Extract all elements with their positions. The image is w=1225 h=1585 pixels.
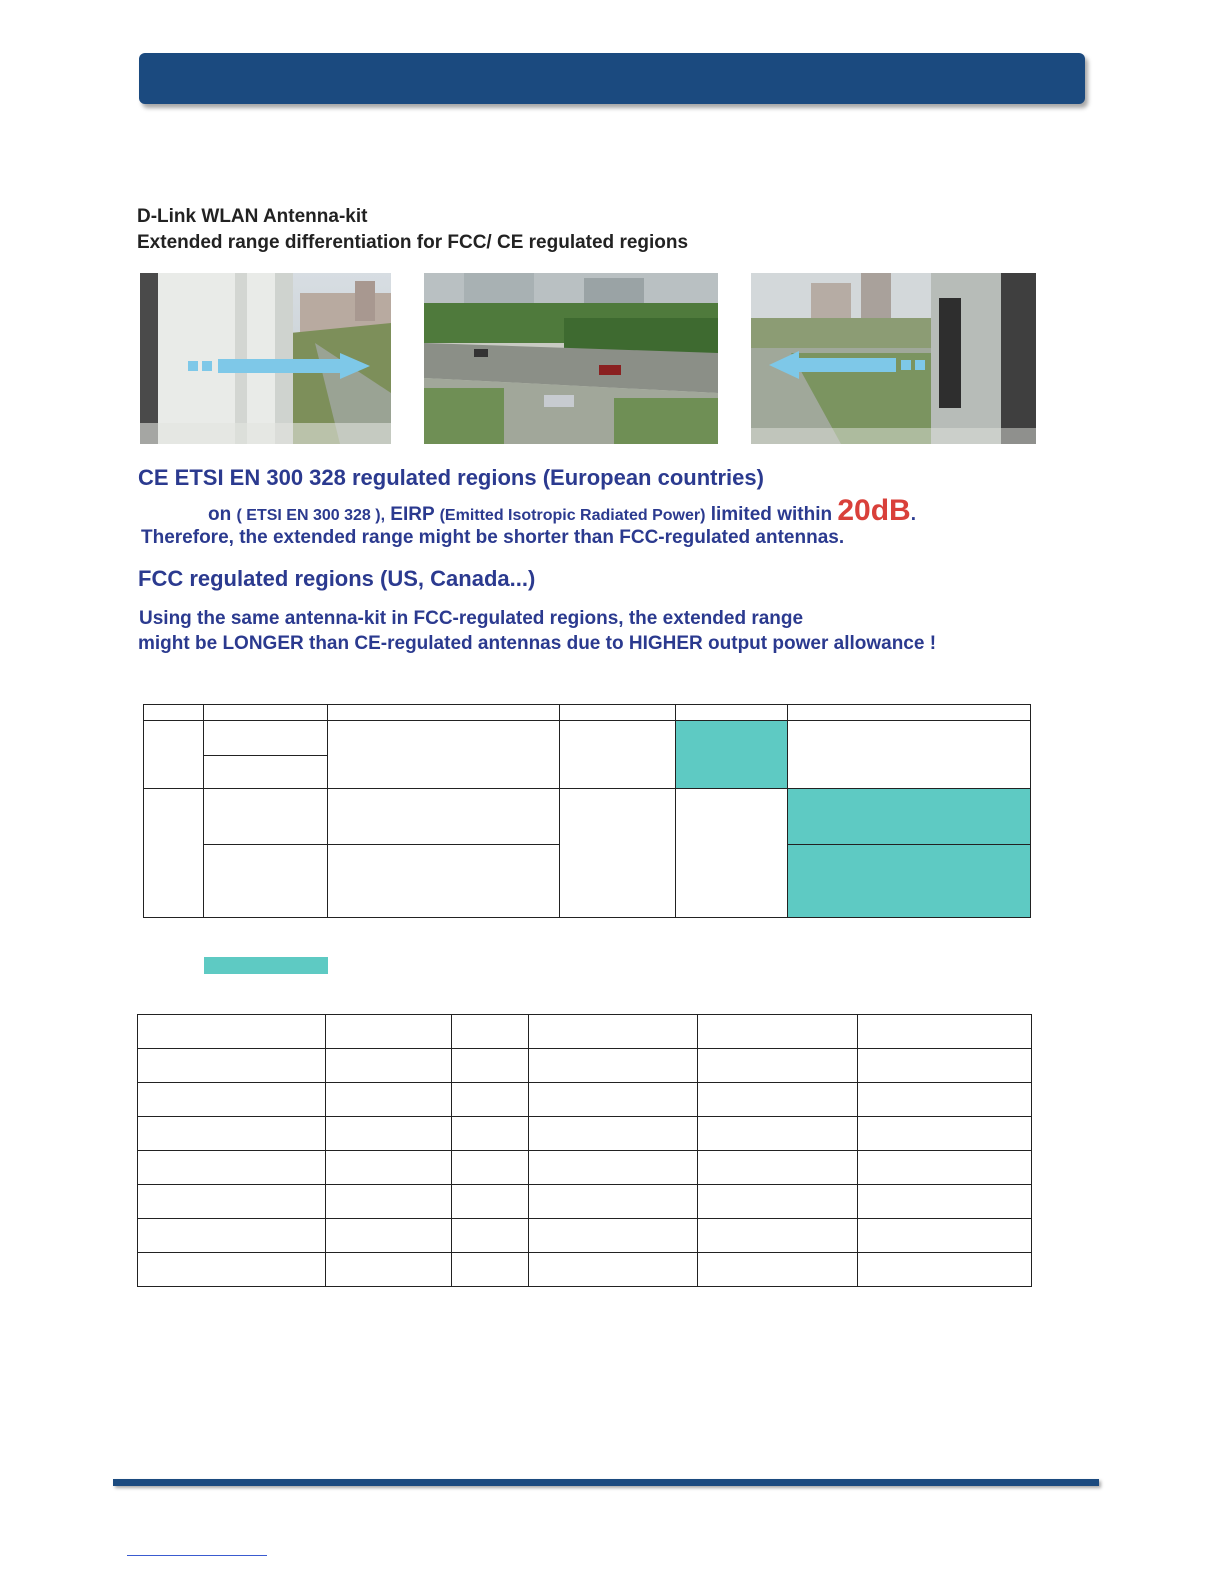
table-cell <box>858 1151 1032 1185</box>
table-cell <box>529 1253 698 1287</box>
table-cell <box>452 1083 529 1117</box>
table-cell <box>858 1117 1032 1151</box>
table-cell <box>698 1151 858 1185</box>
table-cell <box>144 705 204 721</box>
table-cell <box>328 789 560 845</box>
ce-eirp-text: EIRP <box>390 504 435 525</box>
table-cell <box>529 1083 698 1117</box>
ce-on-text: on <box>208 504 232 525</box>
table-cell <box>328 705 560 721</box>
ce-eirp-definition: (Emitted Isotropic Radiated Power) <box>439 507 706 524</box>
table-cell <box>328 721 560 789</box>
table-cell <box>452 1049 529 1083</box>
table-cell <box>698 1185 858 1219</box>
table-row <box>138 1253 1032 1287</box>
regulation-table-header-row <box>144 705 1031 721</box>
table-cell <box>788 721 1031 789</box>
table-row <box>138 1083 1032 1117</box>
table-cell <box>144 789 204 918</box>
ce-limit-value: 20dB <box>837 494 911 527</box>
table-cell <box>138 1049 326 1083</box>
table-row <box>138 1049 1032 1083</box>
table-cell <box>560 705 676 721</box>
table-cell <box>529 1049 698 1083</box>
table-cell <box>326 1185 452 1219</box>
table-cell <box>788 705 1031 721</box>
table-cell <box>529 1151 698 1185</box>
table-cell <box>858 1083 1032 1117</box>
table-cell <box>204 721 328 756</box>
table-cell <box>529 1117 698 1151</box>
antenna-table <box>137 1014 1032 1287</box>
table-cell <box>144 721 204 789</box>
ce-standard-paren: ( ETSI EN 300 328 ), <box>236 507 386 524</box>
table-cell <box>698 1253 858 1287</box>
table-row <box>138 1015 1032 1049</box>
table-cell <box>529 1185 698 1219</box>
table-cell <box>452 1151 529 1185</box>
table-cell <box>560 721 676 789</box>
ce-section-line3: Therefore, the extended range might be shorter than FCC-regulated antennas. <box>141 527 845 548</box>
regulation-table-row-fcc-1 <box>144 789 1031 845</box>
table-cell <box>326 1049 452 1083</box>
table-cell <box>204 756 328 789</box>
footer-bar <box>113 1479 1099 1486</box>
table-cell <box>858 1049 1032 1083</box>
ce-limited-text: limited within <box>710 504 833 525</box>
table-cell <box>138 1151 326 1185</box>
table-row <box>138 1117 1032 1151</box>
regulation-table-row-ce-1 <box>144 721 1031 756</box>
table-cell <box>326 1117 452 1151</box>
table-cell <box>452 1253 529 1287</box>
legend-swatch <box>204 957 328 974</box>
table-cell <box>326 1253 452 1287</box>
table-cell <box>138 1117 326 1151</box>
table-cell <box>328 845 560 918</box>
header-bar <box>139 53 1085 104</box>
heading-title: D-Link WLAN Antenna-kit <box>137 206 368 227</box>
photo-building-left <box>140 273 391 444</box>
table-cell-highlight <box>676 721 788 789</box>
footer-link-underline[interactable] <box>127 1555 267 1556</box>
table-cell <box>326 1219 452 1253</box>
table-cell <box>326 1083 452 1117</box>
table-cell <box>560 789 676 918</box>
table-cell-highlight <box>788 845 1031 918</box>
ce-section-title: CE ETSI EN 300 328 regulated regions (European countries) <box>138 465 764 490</box>
table-cell <box>698 1219 858 1253</box>
table-row <box>138 1219 1032 1253</box>
table-cell <box>698 1083 858 1117</box>
ce-line2-period: . <box>910 504 916 525</box>
table-cell <box>326 1015 452 1049</box>
table-cell-highlight <box>788 789 1031 845</box>
table-cell <box>326 1151 452 1185</box>
regulation-table <box>143 704 1031 918</box>
heading-subtitle: Extended range differentiation for FCC/ CE regulated regions <box>137 232 689 253</box>
table-cell <box>676 789 788 918</box>
ce-section-line2 <box>208 494 916 528</box>
table-cell <box>138 1015 326 1049</box>
table-cell <box>698 1117 858 1151</box>
fcc-section-line2: might be LONGER than CE-regulated antennas due to HIGHER output power allowance ! <box>138 633 937 654</box>
table-cell <box>858 1015 1032 1049</box>
photo-intersection <box>424 273 718 444</box>
table-cell <box>676 705 788 721</box>
table-cell <box>858 1219 1032 1253</box>
table-cell <box>452 1219 529 1253</box>
table-cell <box>204 845 328 918</box>
table-cell <box>138 1219 326 1253</box>
fcc-section-title: FCC regulated regions (US, Canada...) <box>138 566 536 591</box>
table-cell <box>204 789 328 845</box>
table-cell <box>138 1185 326 1219</box>
table-cell <box>452 1185 529 1219</box>
table-cell <box>138 1083 326 1117</box>
table-cell <box>204 705 328 721</box>
table-row <box>138 1151 1032 1185</box>
table-cell <box>858 1253 1032 1287</box>
table-cell <box>858 1185 1032 1219</box>
table-cell <box>529 1015 698 1049</box>
table-row <box>138 1185 1032 1219</box>
table-cell <box>452 1117 529 1151</box>
fcc-section-line1: Using the same antenna-kit in FCC-regulated regions, the extended range <box>139 608 804 629</box>
table-cell <box>698 1049 858 1083</box>
table-cell <box>698 1015 858 1049</box>
photo-building-right <box>751 273 1036 444</box>
table-cell <box>452 1015 529 1049</box>
table-cell <box>529 1219 698 1253</box>
table-cell <box>138 1253 326 1287</box>
